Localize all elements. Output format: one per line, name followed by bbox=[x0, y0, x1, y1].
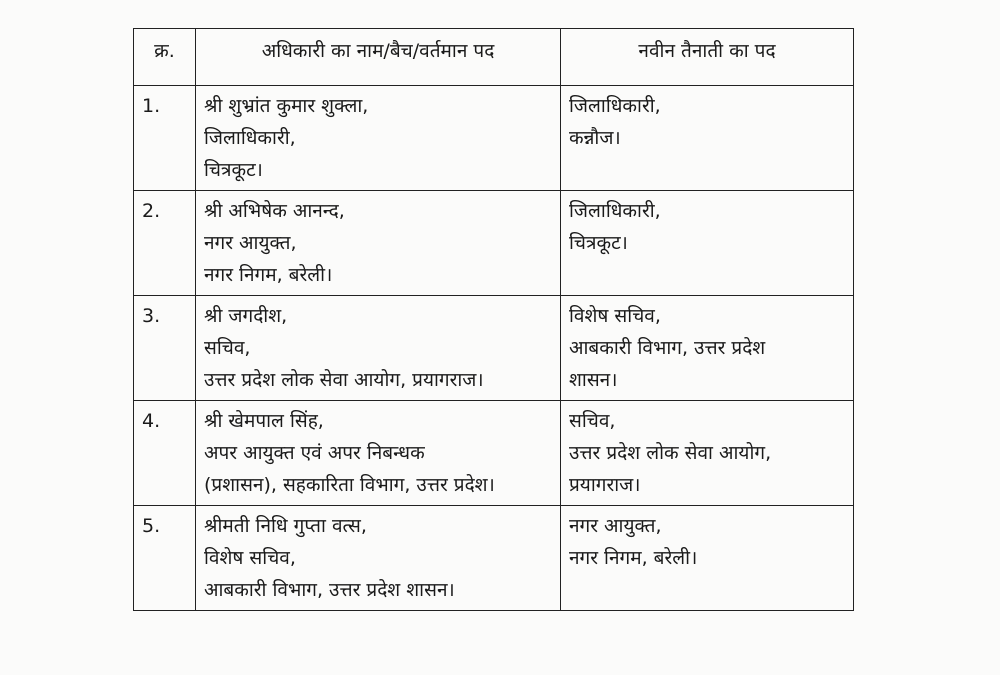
new-post-line: उत्तर प्रदेश लोक सेवा आयोग, bbox=[569, 442, 772, 464]
officer-cell bbox=[196, 296, 561, 401]
new-post-line: जिलाधिकारी, bbox=[569, 200, 661, 222]
serial-cell: 3. bbox=[134, 296, 196, 401]
officer-line: चित्रकूट। bbox=[204, 159, 263, 181]
serial-cell: 4. bbox=[134, 401, 196, 506]
officer-line: श्री शुभ्रांत कुमार शुक्ला, bbox=[204, 95, 369, 117]
officer-line: सचिव, bbox=[204, 337, 251, 359]
officer-cell bbox=[196, 401, 561, 506]
new-post-cell bbox=[561, 296, 854, 401]
new-post-line: जिलाधिकारी, bbox=[569, 95, 661, 117]
new-post-line: कन्नौज। bbox=[569, 127, 621, 149]
table-row bbox=[134, 401, 854, 506]
new-post-cell bbox=[561, 86, 854, 191]
officer-cell bbox=[196, 86, 561, 191]
officer-line: उत्तर प्रदेश लोक सेवा आयोग, प्रयागराज। bbox=[204, 369, 484, 391]
officer-header: अधिकारी का नाम/बैच/वर्तमान पद bbox=[196, 29, 561, 86]
new-post-line: चित्रकूट। bbox=[569, 232, 628, 254]
new-post-line: नगर आयुक्त, bbox=[569, 515, 662, 537]
new-post-line: विशेष सचिव, bbox=[569, 305, 661, 327]
officer-line: नगर आयुक्त, bbox=[204, 232, 297, 254]
new-post-line: आबकारी विभाग, उत्तर प्रदेश bbox=[569, 337, 766, 359]
officer-line: श्री अभिषेक आनन्द, bbox=[204, 200, 345, 222]
table-row bbox=[134, 191, 854, 296]
serial-cell: 1. bbox=[134, 86, 196, 191]
officer-line: आबकारी विभाग, उत्तर प्रदेश शासन। bbox=[204, 579, 455, 601]
officer-line: अपर आयुक्त एवं अपर निबन्धक bbox=[204, 442, 425, 464]
officer-line: विशेष सचिव, bbox=[204, 547, 296, 569]
officer-cell bbox=[196, 191, 561, 296]
officer-line: श्री खेमपाल सिंह, bbox=[204, 410, 324, 432]
officer-line: (प्रशासन), सहकारिता विभाग, उत्तर प्रदेश। bbox=[204, 474, 495, 496]
postings-table bbox=[133, 28, 854, 611]
new-post-header: नवीन तैनाती का पद bbox=[561, 29, 854, 86]
new-post-line: सचिव, bbox=[569, 410, 616, 432]
officer-line: नगर निगम, बरेली। bbox=[204, 264, 333, 286]
officer-line: जिलाधिकारी, bbox=[204, 127, 296, 149]
table-row bbox=[134, 86, 854, 191]
serial-header: क्र. bbox=[134, 29, 196, 86]
officer-line: श्री जगदीश, bbox=[204, 305, 288, 327]
officer-cell bbox=[196, 506, 561, 611]
officer-line: श्रीमती निधि गुप्ता वत्स, bbox=[204, 515, 367, 537]
serial-cell: 5. bbox=[134, 506, 196, 611]
new-post-cell bbox=[561, 506, 854, 611]
serial-cell: 2. bbox=[134, 191, 196, 296]
new-post-line: नगर निगम, बरेली। bbox=[569, 547, 698, 569]
table-row bbox=[134, 506, 854, 611]
new-post-line: प्रयागराज। bbox=[569, 474, 641, 496]
new-post-line: शासन। bbox=[569, 369, 618, 391]
new-post-cell bbox=[561, 401, 854, 506]
table-row bbox=[134, 296, 854, 401]
new-post-cell bbox=[561, 191, 854, 296]
table-header-row bbox=[134, 29, 854, 86]
